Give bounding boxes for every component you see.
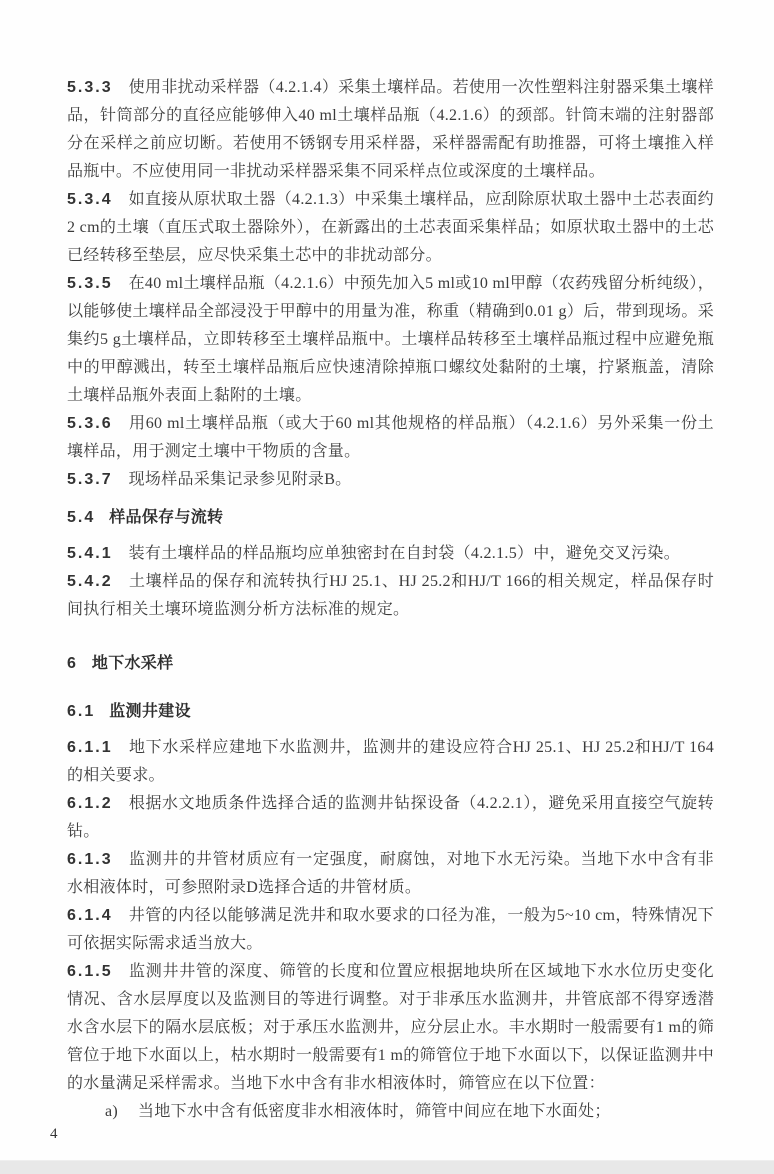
clause-6-1-3 xyxy=(67,846,714,902)
clause-5-3-4 xyxy=(67,186,714,270)
clause-text: 监测井的井管材质应有一定强度，耐腐蚀，对地下水无污染。当地下水中含有非水相液体时，可参照附录D选择合适的井管材质。 xyxy=(67,851,714,896)
clause-number: 5.4.1 xyxy=(67,545,113,562)
clause-number: 5.3.7 xyxy=(67,471,113,488)
heading-number: 6 xyxy=(67,655,78,672)
clause-number: 5.3.6 xyxy=(67,415,113,432)
page-bottom-edge xyxy=(0,1160,774,1174)
clause-text: 如直接从原状取土器（4.2.1.3）中采集土壤样品，应刮除原状取土器中土芯表面约2 cm的土壤（直压式取土器除外），在新露出的土芯表面采集样品；如原状取土器中的土芯已经转移至垫层，应尽快采集土芯中的非扰动部分。 xyxy=(67,191,714,264)
heading-number: 6.1 xyxy=(67,703,96,720)
heading-number: 5.4 xyxy=(67,509,96,526)
clause-5-4-1 xyxy=(67,540,714,568)
clause-text: 用60 ml土壤样品瓶（或大于60 ml其他规格的样品瓶）（4.2.1.6）另外采集一份土壤样品，用于测定土壤中干物质的含量。 xyxy=(67,415,714,460)
clause-number: 6.1.2 xyxy=(67,795,113,812)
clause-number: 6.1.4 xyxy=(67,907,113,924)
clause-number: 6.1.5 xyxy=(67,963,113,980)
heading-text: 样品保存与流转 xyxy=(109,509,224,526)
section-heading-5-4 xyxy=(67,504,714,532)
clause-number: 5.3.3 xyxy=(67,79,113,96)
clause-number: 6.1.1 xyxy=(67,739,113,756)
clause-text: 根据水文地质条件选择合适的监测井钻探设备（4.2.2.1），避免采用直接空气旋转钻。 xyxy=(67,795,714,840)
clause-5-3-5 xyxy=(67,270,714,410)
clause-text: 现场样品采集记录参见附录B。 xyxy=(128,471,352,488)
clause-text: 井管的内径以能够满足洗井和取水要求的口径为准，一般为5~10 cm，特殊情况下可依据实际需求适当放大。 xyxy=(67,907,714,952)
clause-5-3-6 xyxy=(67,410,714,466)
clause-number: 5.3.4 xyxy=(67,191,113,208)
section-heading-6-1 xyxy=(67,698,714,726)
page-number: 4 xyxy=(50,1126,58,1142)
clause-6-1-4 xyxy=(67,902,714,958)
clause-text: 装有土壤样品的样品瓶均应单独密封在自封袋（4.2.1.5）中，避免交叉污染。 xyxy=(128,545,680,562)
list-item-a xyxy=(67,1098,714,1126)
clause-6-1-1 xyxy=(67,734,714,790)
clause-text: 土壤样品的保存和流转执行HJ 25.1、HJ 25.2和HJ/T 166的相关规定，样品保存时间执行相关土壤环境监测分析方法标准的规定。 xyxy=(67,573,714,618)
clause-text: 在40 ml土壤样品瓶（4.2.1.6）中预先加入5 ml或10 ml甲醇（农药残留分析纯级），以能够使土壤样品全部浸没于甲醇中的用量为准，称重（精确到0.01 g）后，带到现场。采集约5 g土壤样品，立即转移至土壤样品瓶中。土壤样品转移至土壤样品瓶过程中应避免瓶中的甲醇溅出，转至土壤样品瓶后应快速清除掉瓶口螺纹处黏附的土壤，拧紧瓶盖，清除土壤样品瓶外表面上黏附的土壤。 xyxy=(67,275,714,404)
clause-number: 5.3.5 xyxy=(67,275,113,292)
heading-text: 监测井建设 xyxy=(109,703,191,720)
clause-text: 使用非扰动采样器（4.2.1.4）采集土壤样品。若使用一次性塑料注射器采集土壤样品，针筒部分的直径应能够伸入40 ml土壤样品瓶（4.2.1.6）的颈部。针筒末端的注射器部分在采样之前应切断。若使用不锈钢专用采样器，采样器需配有助推器，可将土壤推入样品瓶中。不应使用同一非扰动采样器采集不同采样点位或深度的土壤样品。 xyxy=(67,79,714,180)
clause-number: 5.4.2 xyxy=(67,573,113,590)
clause-5-4-2 xyxy=(67,568,714,624)
clause-6-1-5 xyxy=(67,958,714,1098)
clause-5-3-3 xyxy=(67,74,714,186)
clause-6-1-2 xyxy=(67,790,714,846)
heading-text: 地下水采样 xyxy=(91,655,174,672)
clause-5-3-7 xyxy=(67,466,714,494)
page-body xyxy=(67,74,714,1126)
clause-number: 6.1.3 xyxy=(67,851,113,868)
chapter-heading-6 xyxy=(67,650,714,678)
list-item-text: 当地下水中含有低密度非水相液体时，筛管中间应在地下水面处； xyxy=(138,1103,611,1120)
clause-text: 地下水采样应建地下水监测井，监测井的建设应符合HJ 25.1、HJ 25.2和HJ/T 164的相关要求。 xyxy=(67,739,714,784)
clause-text: 监测井井管的深度、筛管的长度和位置应根据地块所在区域地下水水位历史变化情况、含水层厚度以及监测目的等进行调整。对于非承压水监测井，井管底部不得穿透潜水含水层下的隔水层底板；对于承压水监测井，应分层止水。丰水期时一般需要有1 m的筛管位于地下水面以上，枯水期时一般需要有1 m的筛管位于地下水面以下，以保证监测井中的水量满足采样需求。当地下水中含有非水相液体时，筛管应在以下位置： xyxy=(67,963,714,1092)
list-item-marker: a) xyxy=(105,1103,119,1120)
